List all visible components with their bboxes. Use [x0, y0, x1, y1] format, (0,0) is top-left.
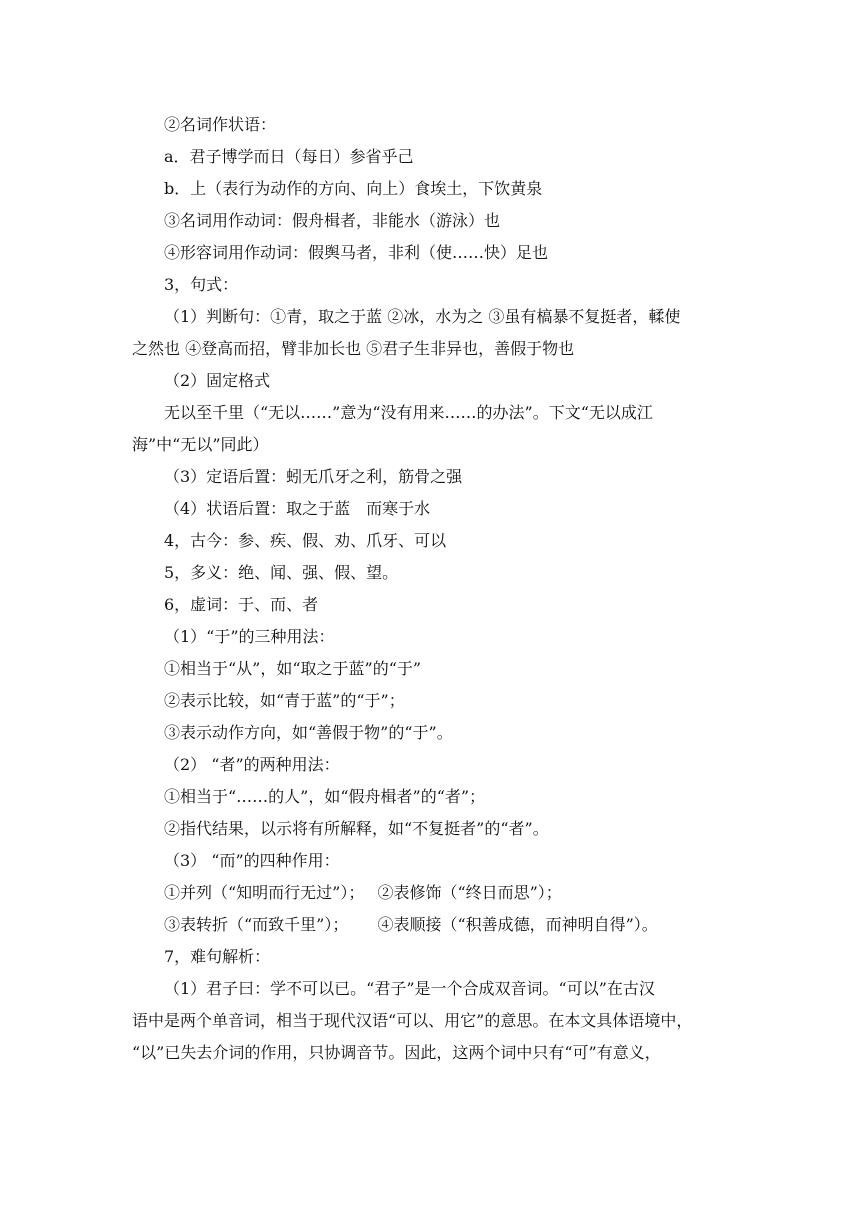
text-line: “以”已失去介词的作用，只协调音节。因此，这两个词中只有“可”有意义，: [132, 1043, 661, 1062]
subsection-heading: （2）固定格式: [164, 371, 271, 390]
text-line: ③表转折（“而致千里”）； ④表顺接（“积善成德，而神明自得”）。: [164, 915, 658, 934]
section-heading: 5，多义：绝、闻、强、假、望。: [164, 563, 399, 582]
section-heading: 7，难句解析：: [164, 947, 271, 966]
text-line: 语中是两个单音词，相当于现代汉语“可以、用它”的意思。在本文具体语境中，: [132, 1011, 693, 1030]
section-heading: 6，虚词：于、而、者: [164, 595, 319, 614]
text-line: （1）判断句：①青，取之于蓝 ②冰，水为之 ③虽有槁暴不复挺者，輮使: [164, 307, 681, 326]
text-line: b．上（表行为动作的方向、向上）食埃土，下饮黄泉: [164, 179, 543, 198]
text-line: ②指代结果，以示将有所解释，如“不复挺者”的“者”。: [164, 819, 549, 838]
text-line: 海”中“无以”同此）: [132, 435, 269, 454]
section-heading: 3，句式：: [164, 275, 239, 294]
subsection-heading: （3） “而”的四种作用：: [164, 851, 340, 870]
section-heading: 4，古今：参、疾、假、劝、爪牙、可以: [164, 531, 447, 550]
text-line: 之然也 ④登高而招，臂非加长也 ⑤君子生非异也，善假于物也: [132, 339, 575, 358]
text-line: （3）定语后置：蚓无爪牙之利，筋骨之强: [164, 467, 463, 486]
text-line: （4）状语后置：取之于蓝 而寒于水: [164, 499, 431, 518]
text-line: ①并列（“知明而行无过”）； ②表修饰（“终日而思”）；: [164, 883, 562, 902]
text-line: ③名词用作动词：假舟楫者，非能水（游泳）也: [164, 211, 501, 230]
subsection-heading: （1）“于”的三种用法：: [164, 627, 335, 646]
text-line: ④形容词用作动词：假舆马者，非利（使……快）足也: [164, 243, 549, 262]
text-line: ②表示比较，如“青于蓝”的“于”；: [164, 691, 405, 710]
text-line: 无以至千里（“无以……”意为“没有用来……的办法”。下文“无以成江: [164, 403, 653, 422]
text-line: ②名词作状语：: [164, 115, 277, 134]
text-line: ①相当于“从”，如“取之于蓝”的“于”: [164, 659, 422, 678]
subsection-heading: （2） “者”的两种用法：: [164, 755, 340, 774]
text-line: （1）君子曰：学不可以已。“君子”是一个合成双音词。“可以”在古汉: [164, 979, 655, 998]
text-line: ③表示动作方向，如“善假于物”的“于”。: [164, 723, 453, 742]
text-line: a．君子博学而日（每日）参省乎己: [164, 147, 414, 166]
text-line: ①相当于“……的人”，如“假舟楫者”的“者”；: [164, 787, 486, 806]
